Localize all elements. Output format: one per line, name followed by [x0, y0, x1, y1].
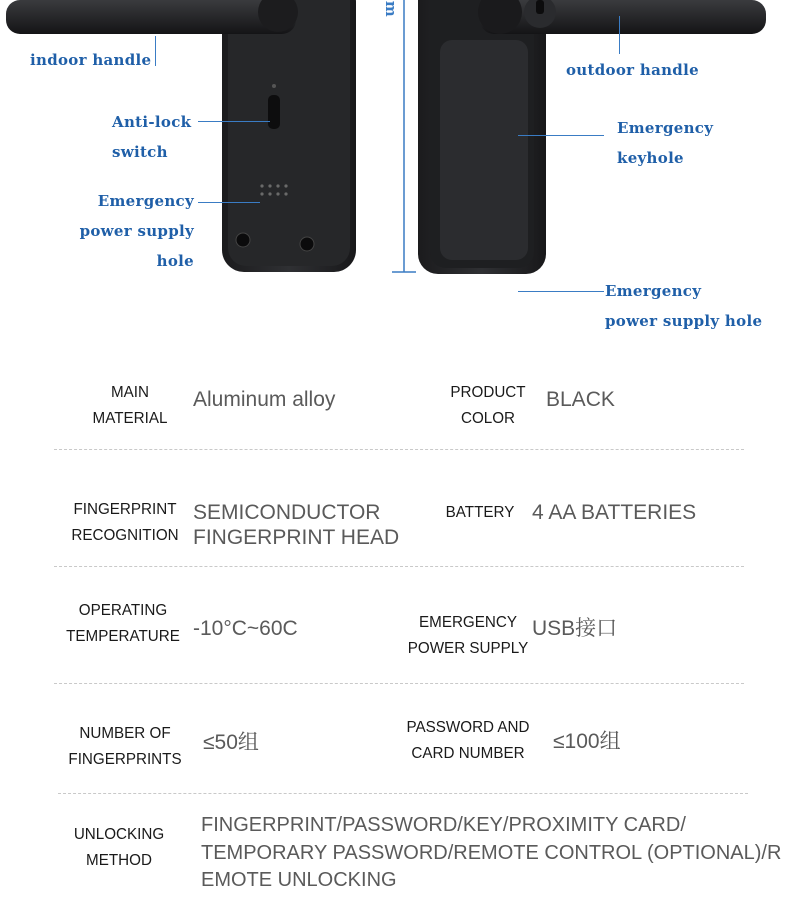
- spec-value-battery: 4 AA BATTERIES: [532, 501, 697, 524]
- product-diagram: [0, 0, 790, 345]
- row-divider: [58, 793, 748, 794]
- callout-anti-lock-switch: Anti-lock switch: [112, 113, 192, 161]
- spec-value-unlocking-method: FINGERPRINT/PASSWORD/KEY/PROXIMITY CARD/ TEMPORARY PASSWORD/REMOTE CONTROL (OPTIONAL)/R EMOTE UNLOCKING: [201, 814, 782, 891]
- spec-value-emergency-power-supply: USB接口: [532, 617, 618, 640]
- callout-emergency-keyhole: Emergency keyhole: [617, 119, 714, 167]
- dimension-line: [392, 0, 416, 272]
- spec-label-password-card-number: PASSWORD AND CARD NUMBER: [406, 719, 530, 762]
- spec-label-fingerprint-recognition: FINGERPRINT RECOGNITION: [71, 501, 179, 544]
- leader-anti-lock: [198, 121, 270, 122]
- spec-label-battery: BATTERY: [445, 504, 515, 521]
- row-divider: [54, 449, 744, 450]
- leader-emergency-power-right: [518, 291, 604, 292]
- spec-label-main-material: MAIN MATERIAL: [92, 384, 168, 427]
- spec-value-operating-temperature: -10°C~60C: [193, 617, 298, 640]
- emergency-keyhole-shape: [536, 0, 544, 14]
- spec-label-emergency-power-supply: EMERGENCY POWER SUPPLY: [407, 614, 529, 657]
- callout-outdoor-handle: outdoor handle: [566, 61, 699, 79]
- anti-lock-switch-shape: [268, 95, 280, 129]
- dimension-mark: m: [382, 0, 401, 18]
- spec-label-number-of-fingerprints: NUMBER OF FINGERPRINTS: [68, 725, 182, 768]
- callout-emergency-power-left: Emergency power supply hole: [79, 192, 194, 270]
- spec-value-number-of-fingerprints: ≤50组: [203, 731, 259, 754]
- callout-indoor-handle: indoor handle: [30, 51, 152, 69]
- spec-value-fingerprint-recognition: SEMICONDUCTOR FINGERPRINT HEAD: [193, 501, 400, 549]
- row-divider: [54, 566, 744, 567]
- spec-label-unlocking-method: UNLOCKING METHOD: [73, 826, 165, 869]
- leader-indoor-handle: [155, 36, 156, 66]
- spec-value-product-color: BLACK: [546, 388, 615, 411]
- leader-outdoor-handle: [619, 16, 620, 54]
- leader-emergency-keyhole: [518, 135, 604, 136]
- spec-value-main-material: Aluminum alloy: [193, 388, 336, 411]
- row-divider: [54, 683, 744, 684]
- outdoor-handle-shape: [480, 0, 766, 34]
- callout-emergency-power-right: Emergency power supply hole: [605, 282, 763, 330]
- spec-label-product-color: PRODUCT COLOR: [450, 384, 526, 427]
- spec-label-operating-temperature: OPERATING TEMPERATURE: [66, 602, 180, 645]
- indoor-handle-shape: [6, 0, 296, 34]
- leader-emergency-power-left: [198, 202, 260, 203]
- outdoor-panel: [418, 0, 766, 274]
- spec-value-password-card-number: ≤100组: [553, 730, 621, 753]
